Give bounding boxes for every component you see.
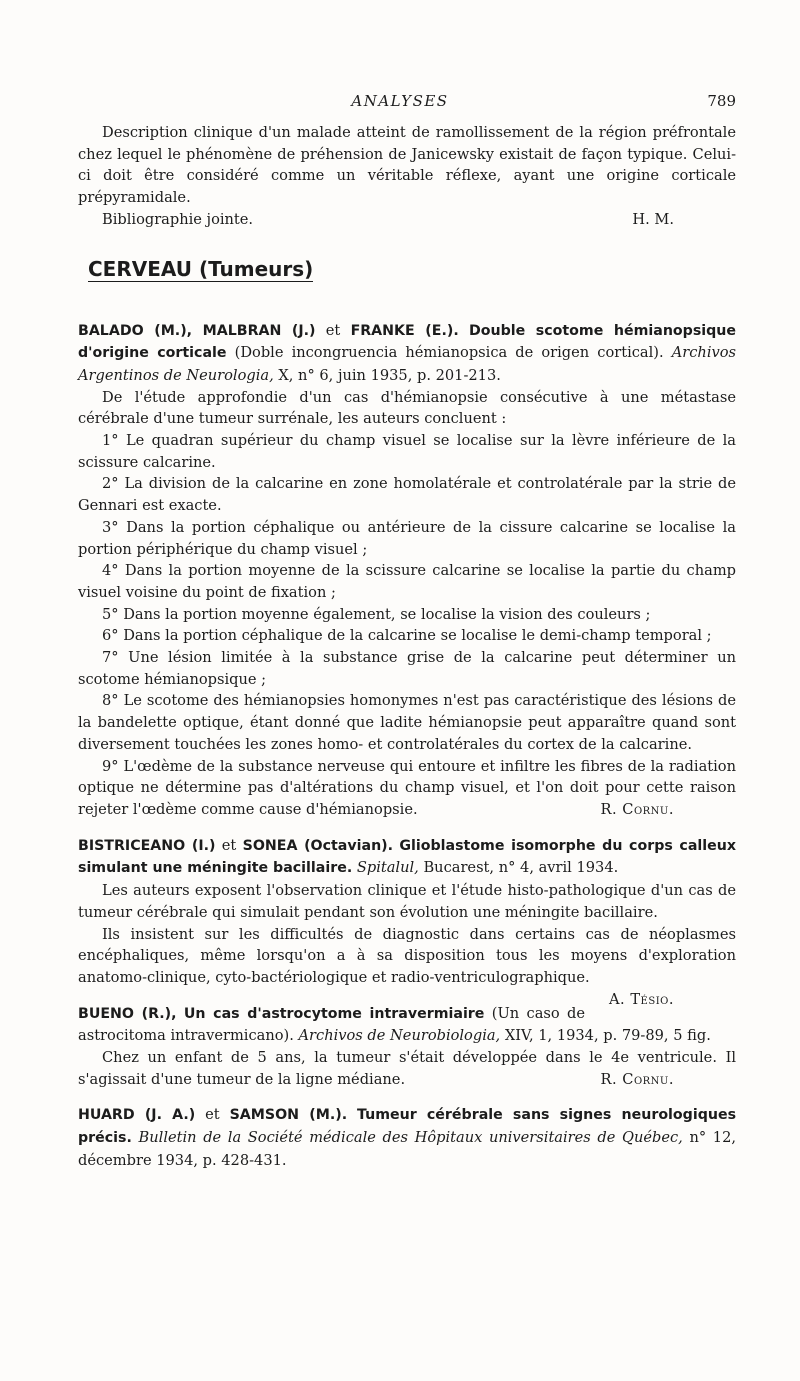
entry-original-title: (Doble incongruencia hémianopsica de origen cortical). <box>234 344 664 362</box>
conclusion-point: 5° Dans la portion moyenne également, se localise la vision des couleurs ; <box>102 605 651 623</box>
entry-authors: BISTRICEANO (I.) <box>78 837 216 854</box>
conclusion-point: 7° Une lésion limitée à la substance grise de la calcarine peut déterminer un scotome hémianopsique ; <box>78 649 736 688</box>
entry-authors-second: FRANKE (E.). <box>350 322 459 339</box>
entry-bistriceano <box>78 835 737 1008</box>
entry-title: Double scotome hémianopsique d'origine corticale <box>78 322 737 362</box>
entry-title: Tumeur cérébrale sans signes neurologiques précis. <box>78 1107 737 1147</box>
entry-journal: Archivos Argentinos de Neurologia, <box>78 344 737 384</box>
entry-summary-intro: De l'étude approfondie d'un cas d'hémianopsie consécutive à une métastase cérébrale d'une tumeur surrénale, les auteurs concluent : <box>78 388 736 428</box>
conclusion-point: 1° Le quadran supérieur du champ visuel se localise sur la lèvre inférieure de la scissure calcarine. <box>78 432 736 471</box>
conclusion-point-last <box>78 756 736 821</box>
body-text <box>78 122 736 1172</box>
conclusion-point: 3° Dans la portion céphalique ou antérieure de la cissure calcarine se localise la portion périphérique du champ visuel ; <box>78 518 736 558</box>
entry-signature: R. Cornu. <box>600 1070 674 1088</box>
entry-authors: HUARD (J. A.) <box>78 1107 196 1124</box>
entry-huard <box>78 1104 736 1171</box>
entry-paragraph-text: Ils insistent sur les difficultés de diagnostic dans certains cas de néoplasmes encéphaliques, même lorsqu'on a à sa disposition tous les moyens d'exploration anatomo-clinique, cyto-bactériologique et radio-ventriculographique. <box>78 925 736 986</box>
entry-paragraph-last <box>78 1047 736 1090</box>
intro-signature: H. M. <box>632 210 674 228</box>
conclusion-point: 8° Le scotome des hémianopsies homonymes n'est pas caractéristique des lésions de la bandelette optique, étant donné que ladite hémianopsie peut apparaître quand sont diversement touchées les zones homo- et controlatérales du cortex de la calcarine. <box>78 692 736 753</box>
entry-heading <box>78 320 736 387</box>
page-number: 789 <box>707 92 736 110</box>
entry-authors: BUENO (R.), <box>78 1005 177 1022</box>
entry-original-title: (Un caso de astrocitoma intravermicano). <box>78 1004 585 1045</box>
entry-reference: X, n° 6, juin 1935, p. 201-213. <box>278 366 501 384</box>
biblio-text: Bibliographie jointe. <box>102 210 254 228</box>
entry-journal: Spitalul, <box>356 859 419 877</box>
entry-authors: BALADO (M.), MALBRAN (J.) <box>78 322 316 339</box>
entry-journal: Archivos de Neurobiologia, <box>298 1027 501 1045</box>
entry-signature: A. Tésio. <box>609 990 674 1008</box>
entry-reference: XIV, 1, 1934, p. 79-89, 5 fig. <box>504 1027 711 1045</box>
entry-paragraph: Les auteurs exposent l'observation clinique et l'étude histo-pathologique d'un cas de tumeur cérébrale qui simulait pendant son évolution une méningite bacillaire. <box>78 882 736 921</box>
entry-reference: n° 12, décembre 1934, p. 428-431. <box>78 1129 736 1169</box>
intro-biblio <box>78 209 736 231</box>
entry-heading <box>78 1104 736 1171</box>
running-head <box>0 92 800 116</box>
entry-paragraph-last <box>78 924 736 1008</box>
entry-signature: R. Cornu. <box>600 800 674 818</box>
entry-bueno <box>78 1003 736 1091</box>
intro-paragraph: Description clinique d'un malade atteint de ramollissement de la région préfrontale chez lequel le phénomène de préhension de Janicewsky existait de façon typique. Celui-ci doit être considéré comme un véritable réflexe, ayant une origine corticale prépyramidale. <box>78 124 736 207</box>
entry-reference: Bucarest, n° 4, avril 1934. <box>423 859 619 877</box>
entry-balado <box>78 320 736 821</box>
entry-conjunction: et <box>315 321 351 339</box>
section-title: CERVEAU (Tumeurs) <box>88 256 314 281</box>
running-head-title: ANALYSES <box>351 92 449 110</box>
conclusion-point: 6° Dans la portion céphalique de la calcarine se localise le demi-champ temporal ; <box>102 627 712 645</box>
entry-conjunction: et <box>195 1106 230 1124</box>
conclusion-point: 4° Dans la portion moyenne de la scissure calcarine se localise la partie du champ visuel voisine du point de fixation ; <box>78 562 736 601</box>
entry-title: Un cas d'astrocytome intravermiaire <box>183 1005 485 1022</box>
entry-heading <box>78 835 736 880</box>
conclusion-point-text: 9° L'œdème de la substance nerveuse qui entoure et infiltre les fibres de la radiation optique ne détermine pas d'altérations du champ visuel, et l'on doit pour cette raison rejeter l'œdème comme cause d'hémianopsie. <box>78 757 736 818</box>
entry-authors-second: SONEA (Octavian). <box>242 837 394 854</box>
entry-conjunction: et <box>215 836 243 854</box>
conclusion-point: 2° La division de la calcarine en zone homolatérale et controlatérale par la strie de Gennari est exacte. <box>78 475 736 515</box>
entry-title: Glioblastome isomorphe du corps calleux simulant une méningite bacillaire. <box>78 837 737 877</box>
entry-paragraph-text: Chez un enfant de 5 ans, la tumeur s'était développée dans le 4e ventricule. Il s'agissait d'une tumeur de la ligne médiane. <box>78 1049 736 1088</box>
entry-authors-second: SAMSON (M.). <box>229 1107 348 1124</box>
entry-journal: Bulletin de la Société médicale des Hôpitaux universitaires de Québec, <box>138 1129 683 1147</box>
